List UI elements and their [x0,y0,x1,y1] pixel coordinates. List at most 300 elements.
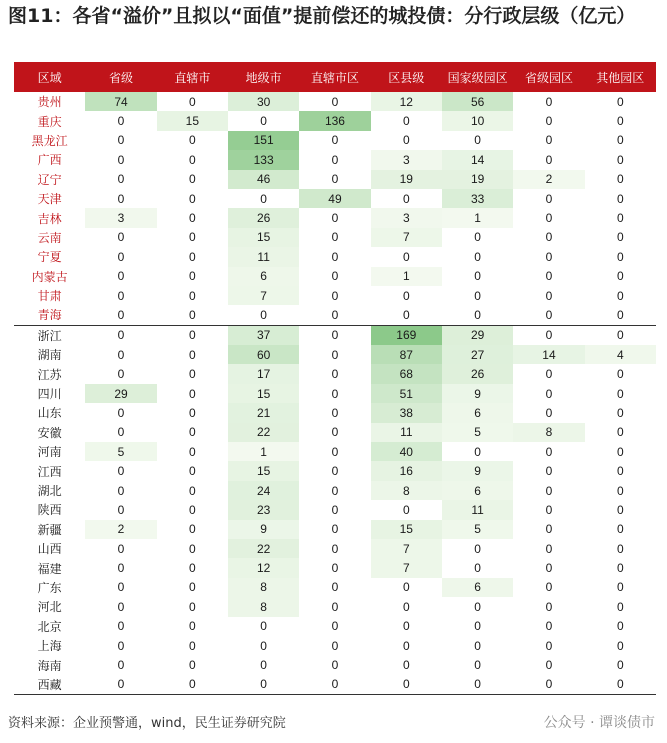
heatmap-cell: 0 [402,638,410,653]
heatmap-cell: 0 [117,580,125,595]
heatmap-cell: 15 [371,520,442,539]
heatmap-cell: 0 [545,288,553,303]
heatmap-cell: 0 [545,230,553,245]
heatmap-cell: 0 [474,561,481,576]
heatmap-cell: 0 [545,483,553,498]
region-label: 青海 [37,308,62,323]
heatmap-cell: 0 [188,211,196,226]
heatmap-cell: 0 [585,675,656,695]
column-header: 直辖市区 [299,62,370,92]
heatmap-cell: 0 [545,152,553,167]
heatmap-cell: 0 [545,599,553,614]
heatmap-cell: 46 [228,170,299,189]
heatmap-cell: 0 [331,522,339,537]
heatmap-cell: 0 [616,464,624,479]
table-row [14,442,656,461]
column-header: 国家级园区 [442,62,513,92]
heatmap-cell: 0 [117,464,125,479]
heatmap-cell: 0 [545,464,553,479]
heatmap-cell: 0 [188,191,196,206]
heatmap-cell: 0 [117,347,125,362]
heatmap-cell: 133 [228,150,299,169]
heatmap-cell: 0 [545,211,553,226]
heatmap-cell: 0 [117,619,125,634]
heatmap-cell: 9 [442,461,513,480]
heatmap-cell: 0 [188,405,196,420]
heatmap-cell: 0 [616,269,624,284]
heatmap-cell: 0 [117,191,125,206]
heatmap-cell: 9 [228,520,299,539]
heatmap-cell: 0 [331,288,339,303]
heatmap-cell: 0 [545,133,553,148]
heatmap-cell: 0 [545,386,553,401]
heatmap-cell: 0 [117,561,125,576]
region-label: 海南 [37,658,62,673]
heatmap-cell: 5 [442,423,513,442]
heatmap-cell: 0 [474,249,481,264]
region-label: 西藏 [14,675,85,695]
region-label: 江西 [37,464,62,479]
heatmap-cell: 7 [371,558,442,577]
heatmap-cell: 3 [85,208,156,227]
region-label: 重庆 [37,114,62,129]
table-row [14,597,656,616]
heatmap-cell: 0 [616,619,624,634]
heatmap-cell: 0 [331,444,339,459]
heatmap-cell: 0 [545,367,553,382]
heatmap-cell: 0 [545,444,553,459]
heatmap-cell: 0 [117,541,125,556]
heatmap-cell: 0 [616,288,624,303]
heatmap-cell: 8 [371,481,442,500]
heatmap-cell: 0 [157,675,228,695]
heatmap-cell: 0 [117,483,125,498]
region-label: 福建 [37,561,62,576]
heatmap-cell: 0 [474,307,481,322]
region-label: 新疆 [37,522,62,537]
heatmap-cell: 27 [442,345,513,364]
table-row [14,208,656,227]
heatmap-cell: 0 [260,619,267,634]
heatmap-cell: 0 [616,658,624,673]
heatmap-cell: 12 [228,558,299,577]
heatmap-cell: 15 [157,111,228,130]
heatmap-cell: 0 [117,288,125,303]
heatmap-cell: 0 [188,347,196,362]
region-label: 云南 [37,230,62,245]
region-label: 山西 [37,542,62,557]
table-row [14,92,656,111]
region-label: 内蒙古 [31,269,68,284]
heatmap-cell: 6 [442,578,513,597]
table-row [14,305,656,325]
heatmap-cell: 37 [228,325,299,345]
heatmap-cell: 1 [371,267,442,286]
heatmap-cell: 0 [616,444,624,459]
column-header: 省级园区 [513,62,584,92]
heatmap-cell: 0 [117,405,125,420]
heatmap-cell: 0 [117,133,125,148]
heatmap-cell: 0 [331,425,339,440]
heatmap-cell: 0 [545,269,553,284]
heatmap-cell: 26 [442,364,513,383]
heatmap-cell: 29 [85,384,156,403]
heatmap-cell: 0 [545,541,553,556]
heatmap-cell: 7 [228,286,299,305]
region-label: 湖北 [37,484,62,498]
heatmap-cell: 0 [402,307,410,322]
heatmap-cell: 0 [188,444,196,459]
heatmap-cell: 0 [117,114,125,129]
heatmap-cell: 0 [188,522,196,537]
table-row [14,539,656,558]
heatmap-cell: 0 [331,347,339,362]
heatmap-cell: 11 [442,500,513,519]
heatmap-cell: 6 [442,481,513,500]
heatmap-cell: 15 [228,384,299,403]
heatmap-cell: 8 [513,423,584,442]
heatmap-cell: 0 [117,152,125,167]
heatmap-cell: 0 [117,638,125,653]
heatmap-cell: 0 [402,191,410,206]
heatmap-cell: 49 [299,189,370,208]
column-header: 其他园区 [585,62,656,92]
table-row [14,481,656,500]
heatmap-cell: 0 [188,425,196,440]
heatmap-cell: 0 [402,619,410,634]
heatmap-cell: 0 [331,172,339,187]
table-row [14,578,656,597]
heatmap-cell: 0 [260,114,267,129]
heatmap-cell: 0 [331,152,339,167]
heatmap-cell: 0 [117,425,125,440]
heatmap-cell: 0 [188,367,196,382]
heatmap-cell: 0 [228,675,299,695]
region-label: 江苏 [37,367,62,382]
heatmap-cell: 0 [188,94,196,109]
heatmap-cell: 9 [442,384,513,403]
heatmap-cell: 0 [260,307,267,322]
table-row [14,345,656,364]
heatmap-cell: 0 [331,638,339,653]
heatmap-cell: 0 [331,483,339,498]
heatmap-cell: 0 [616,307,624,322]
table-body [14,92,656,695]
heatmap-cell: 0 [616,541,624,556]
heatmap-cell: 0 [474,133,481,148]
table-row [14,403,656,422]
heatmap-cell: 0 [616,367,624,382]
column-header: 地级市 [228,62,299,92]
heatmap-cell: 0 [402,249,410,264]
heatmap-cell: 0 [188,288,196,303]
heatmap-cell: 23 [228,500,299,519]
heatmap-cell: 0 [331,658,339,673]
heatmap-cell: 0 [616,249,624,264]
heatmap-cell: 0 [117,249,125,264]
heatmap-cell: 38 [371,403,442,422]
heatmap-cell: 0 [402,114,410,129]
heatmap-cell: 0 [616,522,624,537]
heatmap-cell: 3 [371,208,442,227]
heatmap-cell: 7 [371,539,442,558]
heatmap-cell: 15 [228,461,299,480]
heatmap-cell: 14 [513,345,584,364]
heatmap-cell: 10 [442,111,513,130]
heatmap-cell: 15 [228,228,299,247]
heatmap-cell: 0 [545,522,553,537]
heatmap-cell: 0 [188,464,196,479]
heatmap-cell: 0 [474,288,481,303]
heatmap-cell: 0 [260,638,267,653]
heatmap-cell: 0 [616,114,624,129]
heatmap-cell: 11 [228,247,299,266]
heatmap-cell: 68 [371,364,442,383]
table-row [14,150,656,169]
heatmap-cell: 19 [371,170,442,189]
heatmap-cell: 74 [85,92,156,111]
heatmap-cell: 0 [474,619,481,634]
heatmap-cell: 0 [188,269,196,284]
heatmap-cell: 0 [545,405,553,420]
heatmap-cell: 0 [188,483,196,498]
heatmap-cell: 0 [188,307,196,322]
heatmap-cell: 87 [371,345,442,364]
heatmap-cell: 0 [331,541,339,556]
heatmap-cell: 0 [585,325,656,345]
heatmap-cell: 8 [228,597,299,616]
table-row [14,111,656,130]
heatmap-cell: 0 [513,675,584,695]
heatmap-cell: 0 [331,94,339,109]
heatmap-cell: 0 [331,269,339,284]
heatmap-cell: 17 [228,364,299,383]
heatmap-cell: 0 [331,367,339,382]
heatmap-cell: 0 [117,307,125,322]
heatmap-cell: 0 [616,94,624,109]
heatmap-cell: 0 [545,561,553,576]
region-label: 安徽 [37,425,62,440]
heatmap-cell: 0 [616,133,624,148]
heatmap-cell: 0 [117,367,125,382]
heatmap-cell: 0 [545,191,553,206]
heatmap-cell: 0 [616,599,624,614]
heatmap-cell: 0 [117,172,125,187]
heatmap-cell: 0 [260,191,267,206]
heatmap-cell: 0 [117,599,125,614]
heatmap-cell: 0 [616,405,624,420]
table-row [14,461,656,480]
heatmap-cell: 0 [616,561,624,576]
heatmap-cell: 2 [513,170,584,189]
heatmap-cell: 0 [331,580,339,595]
heatmap-cell: 0 [188,580,196,595]
heatmap-cell: 0 [331,599,339,614]
heatmap-cell: 0 [117,658,125,673]
heatmap-cell: 0 [331,307,339,322]
heatmap-cell: 7 [371,228,442,247]
heatmap-cell: 0 [402,502,410,517]
table-row [14,636,656,655]
table-row [14,247,656,266]
table-row [14,170,656,189]
region-label: 辽宁 [37,172,62,187]
heatmap-cell: 0 [616,211,624,226]
heatmap-cell: 0 [188,541,196,556]
region-label: 吉林 [37,211,62,226]
heatmap-cell: 0 [616,483,624,498]
heatmap-cell: 0 [331,230,339,245]
heatmap-cell: 0 [188,658,196,673]
heatmap-cell: 0 [331,386,339,401]
heatmap-cell: 0 [188,249,196,264]
heatmap-cell: 3 [371,150,442,169]
heatmap-table-container [14,62,656,695]
heatmap-cell: 0 [188,638,196,653]
heatmap-cell: 0 [117,269,125,284]
region-label: 上海 [37,639,62,654]
column-header: 直辖市 [157,62,228,92]
heatmap-cell: 0 [331,211,339,226]
heatmap-cell: 26 [228,208,299,227]
heatmap-cell: 0 [260,658,267,673]
heatmap-cell: 30 [228,92,299,111]
region-label: 北京 [37,619,62,634]
table-row [14,267,656,286]
heatmap-cell: 0 [371,675,442,695]
column-header: 区县级 [371,62,442,92]
heatmap-cell: 51 [371,384,442,403]
heatmap-cell: 60 [228,345,299,364]
region-label: 浙江 [14,325,85,345]
heatmap-cell: 0 [331,464,339,479]
region-label: 湖南 [37,348,62,363]
region-label: 四川 [37,387,62,402]
heatmap-cell: 0 [616,152,624,167]
region-label: 河南 [37,445,62,460]
heatmap-cell: 8 [228,578,299,597]
heatmap-cell: 0 [331,619,339,634]
heatmap-cell: 136 [299,111,370,130]
heatmap-cell: 0 [402,133,410,148]
heatmap-cell: 0 [188,172,196,187]
heatmap-cell: 0 [188,619,196,634]
heatmap-cell: 0 [474,444,481,459]
heatmap-cell: 0 [331,133,339,148]
heatmap-cell: 5 [85,442,156,461]
column-header: 省级 [85,62,156,92]
heatmap-cell: 0 [545,619,553,634]
table-row [14,520,656,539]
heatmap-cell: 22 [228,539,299,558]
heatmap-cell: 1 [442,208,513,227]
region-label: 贵州 [37,95,62,110]
heatmap-cell: 0 [299,675,370,695]
heatmap-cell: 5 [442,520,513,539]
heatmap-cell: 56 [442,92,513,111]
heatmap-cell: 11 [371,423,442,442]
heatmap-cell: 0 [85,675,156,695]
heatmap-cell: 0 [331,502,339,517]
heatmap-cell: 0 [545,114,553,129]
heatmap-cell: 0 [616,502,624,517]
heatmap-cell: 6 [228,267,299,286]
watermark: 公众号 · 谭谈债市 [543,715,655,731]
heatmap-cell: 40 [371,442,442,461]
header-row [14,62,656,92]
heatmap-cell: 169 [371,325,442,345]
heatmap-cell: 0 [616,230,624,245]
table-row [14,558,656,577]
table-row [14,189,656,208]
heatmap-cell: 0 [545,94,553,109]
heatmap-cell: 0 [545,307,553,322]
heatmap-cell: 0 [117,502,125,517]
table-row [14,364,656,383]
heatmap-cell: 0 [474,638,481,653]
heatmap-cell: 0 [545,502,553,517]
heatmap-cell: 0 [299,325,370,345]
table-row [14,675,656,695]
heatmap-cell: 0 [85,325,156,345]
heatmap-cell: 0 [402,288,410,303]
region-label: 广西 [37,153,62,168]
heatmap-cell: 0 [331,405,339,420]
heatmap-cell: 0 [545,638,553,653]
heatmap-cell: 151 [228,131,299,150]
region-label: 广东 [37,580,62,595]
heatmap-cell: 0 [616,580,624,595]
heatmap-cell: 6 [442,403,513,422]
heatmap-cell: 0 [545,580,553,595]
heatmap-cell: 19 [442,170,513,189]
heatmap-cell: 0 [402,599,410,614]
heatmap-cell: 0 [188,152,196,167]
heatmap-cell: 0 [545,249,553,264]
heatmap-cell: 0 [474,658,481,673]
heatmap-cell: 2 [85,520,156,539]
table-row [14,228,656,247]
heatmap-cell: 4 [585,345,656,364]
heatmap-cell: 0 [474,269,481,284]
region-label: 黑龙江 [31,133,68,148]
table-row [14,384,656,403]
chart-title: 图11：各省“溢价”且拟以“面值”提前偿还的城投债：分行政层级（亿元） [8,5,636,27]
heatmap-cell: 0 [402,580,410,595]
source-note: 资料来源：企业预警通，wind，民生证券研究院 [8,716,286,731]
heatmap-cell: 0 [117,230,125,245]
heatmap-cell: 0 [331,249,339,264]
heatmap-cell: 0 [616,191,624,206]
heatmap-cell: 0 [188,599,196,614]
column-header: 区域 [14,62,85,92]
heatmap-cell: 0 [616,638,624,653]
heatmap-cell: 0 [442,675,513,695]
table-row [14,325,656,345]
heatmap-cell: 0 [474,599,481,614]
heatmap-cell: 0 [545,658,553,673]
heatmap-cell: 1 [228,442,299,461]
heatmap-cell: 0 [513,325,584,345]
region-label: 河北 [37,600,62,615]
table-row [14,655,656,674]
region-label: 山东 [37,406,62,421]
table-row [14,423,656,442]
region-label: 天津 [37,192,62,207]
heatmap-cell: 0 [474,541,481,556]
heatmap-cell: 0 [188,386,196,401]
heatmap-cell: 0 [188,561,196,576]
